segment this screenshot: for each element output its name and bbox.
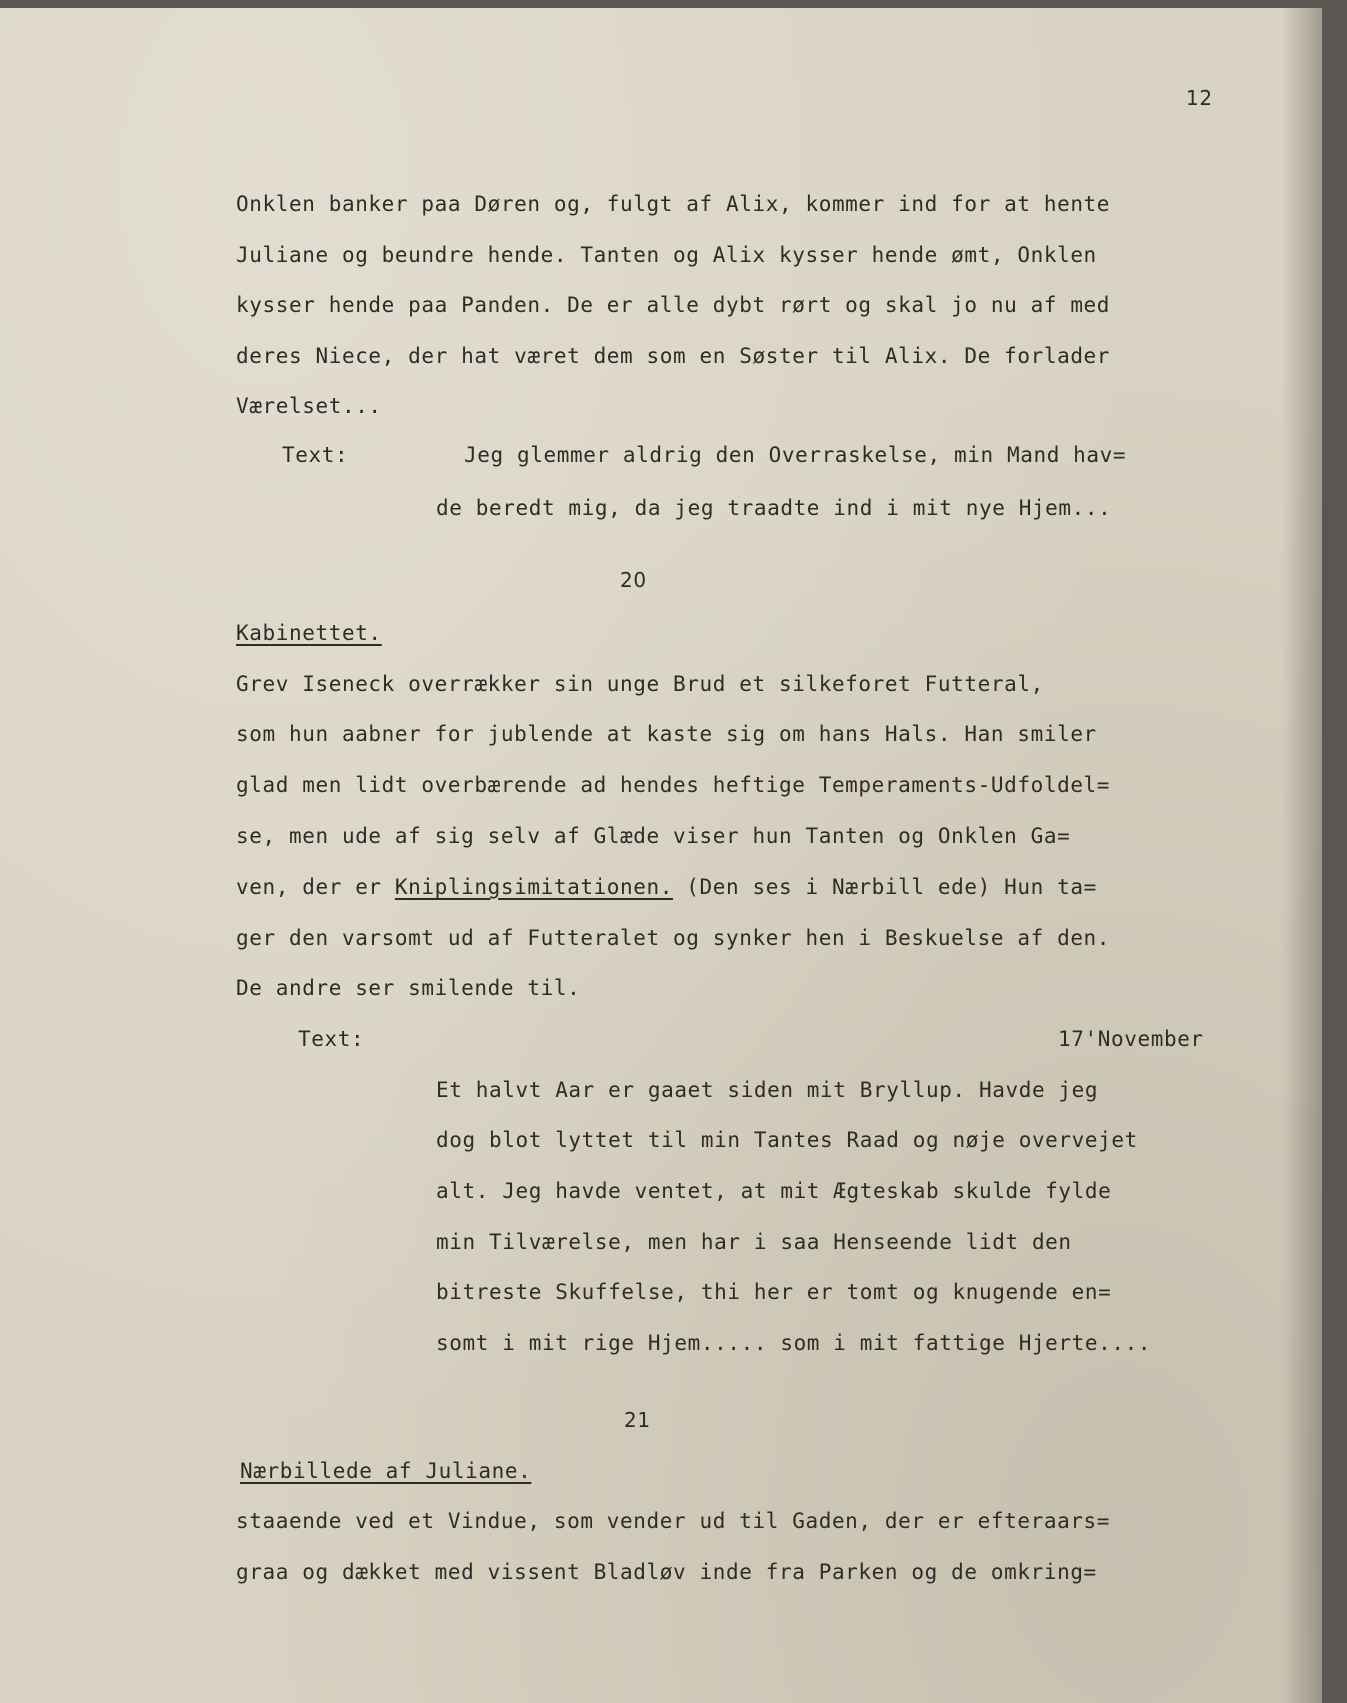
paragraph-line: graa og dækket med vissent Bladløv inde fra Parken og de omkring= [236, 1560, 1097, 1584]
paragraph-line: deres Niece, der hat været dem som en Søster til Alix. De forlader [236, 344, 1111, 368]
text-label: Text: [282, 443, 349, 467]
scene-number: 20 [620, 568, 647, 592]
intertitle-line: dog blot lyttet til min Tantes Raad og nøje overvejet [436, 1128, 1138, 1152]
paragraph-line: Grev Iseneck overrækker sin unge Brud et silkeforet Futteral, [236, 672, 1044, 696]
line-segment: ven, der er [236, 875, 395, 899]
underlined-term: Kniplingsimitationen. [394, 875, 674, 899]
intertitle-line: Jeg glemmer aldrig den Overraskelse, min Mand hav= [464, 443, 1127, 467]
scene-heading: Nærbillede af Juliane. [240, 1459, 532, 1483]
scene-heading: Kabinettet. [236, 621, 382, 645]
intertitle-line: bitreste Skuffelse, thi her er tomt og knugende en= [436, 1280, 1112, 1304]
intertitle-line: somt i mit rige Hjem..... som i mit fattige Hjerte.... [436, 1331, 1152, 1355]
typewritten-page [0, 8, 1322, 1703]
paragraph-line: ger den varsomt ud af Futteralet og synker hen i Beskuelse af den. [236, 926, 1111, 950]
paragraph-line: som hun aabner for jublende at kaste sig om hans Hals. Han smiler [236, 722, 1097, 746]
intertitle-line: min Tilværelse, men har i saa Henseende lidt den [436, 1230, 1072, 1254]
paragraph-line: Onklen banker paa Døren og, fulgt af Alix, kommer ind for at hente [236, 192, 1111, 216]
page-edge-shadow [1282, 8, 1322, 1703]
text-label: Text: [298, 1027, 365, 1051]
paragraph-line: glad men lidt overbærende ad hendes heftige Temperaments-Udfoldel= [236, 773, 1111, 797]
intertitle-line: Et halvt Aar er gaaet siden mit Bryllup. Havde jeg [436, 1078, 1099, 1102]
paragraph-line: se, men ude af sig selv af Glæde viser hun Tanten og Onklen Ga= [236, 824, 1071, 848]
intertitle-line: de beredt mig, da jeg traadte ind i mit nye Hjem... [436, 496, 1112, 520]
paragraph-line: Juliane og beundre hende. Tanten og Alix kysser hende ømt, Onklen [236, 243, 1097, 267]
paragraph-line: Værelset... [236, 394, 382, 418]
paragraph-line: kysser hende paa Panden. De er alle dybt rørt og skal jo nu af med [236, 293, 1111, 317]
paragraph-line [236, 877, 1097, 898]
paragraph-line: De andre ser smilende til. [236, 976, 581, 1000]
date: 17'November [1058, 1027, 1204, 1051]
scene-number: 21 [624, 1408, 651, 1432]
intertitle-line: alt. Jeg havde ventet, at mit Ægteskab skulde fylde [436, 1179, 1112, 1203]
page-number: 12 [1186, 86, 1213, 110]
paragraph-line: staaende ved et Vindue, som vender ud til Gaden, der er efteraars= [236, 1509, 1111, 1533]
line-segment: (Den ses i Nærbill ede) Hun ta= [673, 875, 1097, 899]
